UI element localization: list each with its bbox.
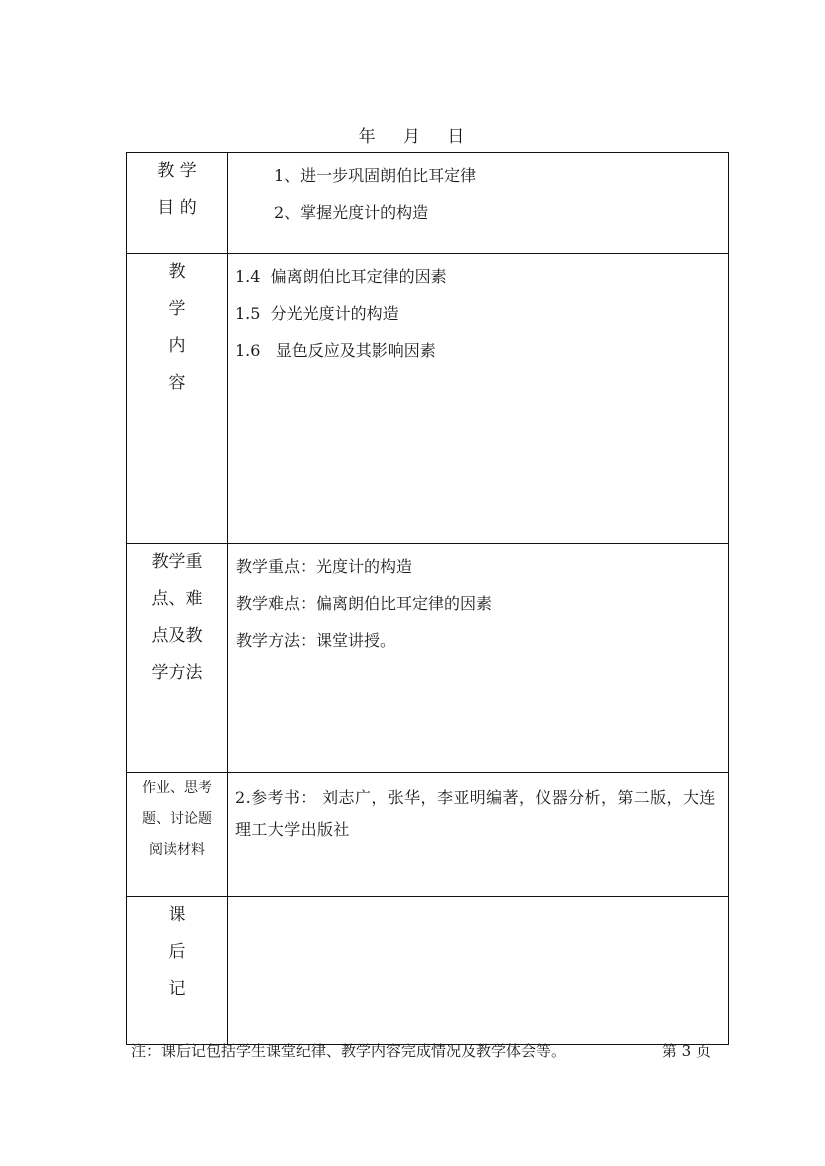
focus-item: 教学重点：光度计的构造 <box>236 557 413 576</box>
aim-cell <box>228 153 729 254</box>
date-day: 日 <box>447 127 467 147</box>
aim-item: 2、掌握光度计的构造 <box>274 203 429 222</box>
focus-item: 教学方法：课堂讲授。 <box>236 631 397 650</box>
content-item: 1.5 分光光度计的构造 <box>235 304 399 323</box>
label-line: 记 <box>168 979 186 999</box>
label-line: 点、难 <box>151 589 203 609</box>
footnote-text: 注：课后记包括学生课堂纪律、教学内容完成情况及教学体会等。 <box>131 1042 567 1060</box>
page-number: 第 3 页 <box>661 1042 711 1060</box>
focus-cell <box>228 544 729 773</box>
row-focus <box>127 544 729 773</box>
label-line: 内 <box>168 336 186 356</box>
row-aim <box>127 153 729 254</box>
label-line: 题、讨论题 <box>142 811 212 827</box>
content-item: 1.6 显色反应及其影响因素 <box>235 341 436 360</box>
content-item: 1.4 偏离朗伯比耳定律的因素 <box>235 267 447 286</box>
label-line: 学 <box>168 299 186 319</box>
date-month: 月 <box>403 127 422 147</box>
label-line: 后 <box>168 942 186 962</box>
label-line: 学方法 <box>151 663 203 683</box>
label-notes <box>127 897 228 1045</box>
label-line: 阅读材料 <box>149 842 205 858</box>
label-line: 教学重 <box>151 552 203 572</box>
notes-cell <box>228 897 729 1045</box>
label-line: 容 <box>168 373 186 393</box>
label-line: 目 的 <box>157 198 197 218</box>
label-line: 教 <box>168 262 186 282</box>
date-line <box>0 122 825 147</box>
aim-item: 1、进一步巩固朗伯比耳定律 <box>274 166 477 185</box>
lesson-plan-table <box>126 152 729 1045</box>
label-aim <box>127 153 228 254</box>
label-content <box>127 254 228 544</box>
focus-item: 教学难点：偏离朗伯比耳定律的因素 <box>236 594 493 613</box>
label-line: 教 学 <box>157 161 197 181</box>
homework-cell: 2.参考书： 刘志广，张华，李亚明编著，仪器分析，第二版，大连理工大学出版社 <box>228 773 729 897</box>
row-notes <box>127 897 729 1045</box>
label-line: 点及教 <box>151 626 203 646</box>
label-homework <box>127 773 228 897</box>
content-cell <box>228 254 729 544</box>
label-focus <box>127 544 228 773</box>
footnote <box>131 1040 711 1061</box>
row-homework <box>127 773 729 897</box>
date-year: 年 <box>358 127 378 147</box>
label-line: 作业、思考 <box>142 780 212 796</box>
label-line: 课 <box>168 905 186 925</box>
row-content <box>127 254 729 544</box>
